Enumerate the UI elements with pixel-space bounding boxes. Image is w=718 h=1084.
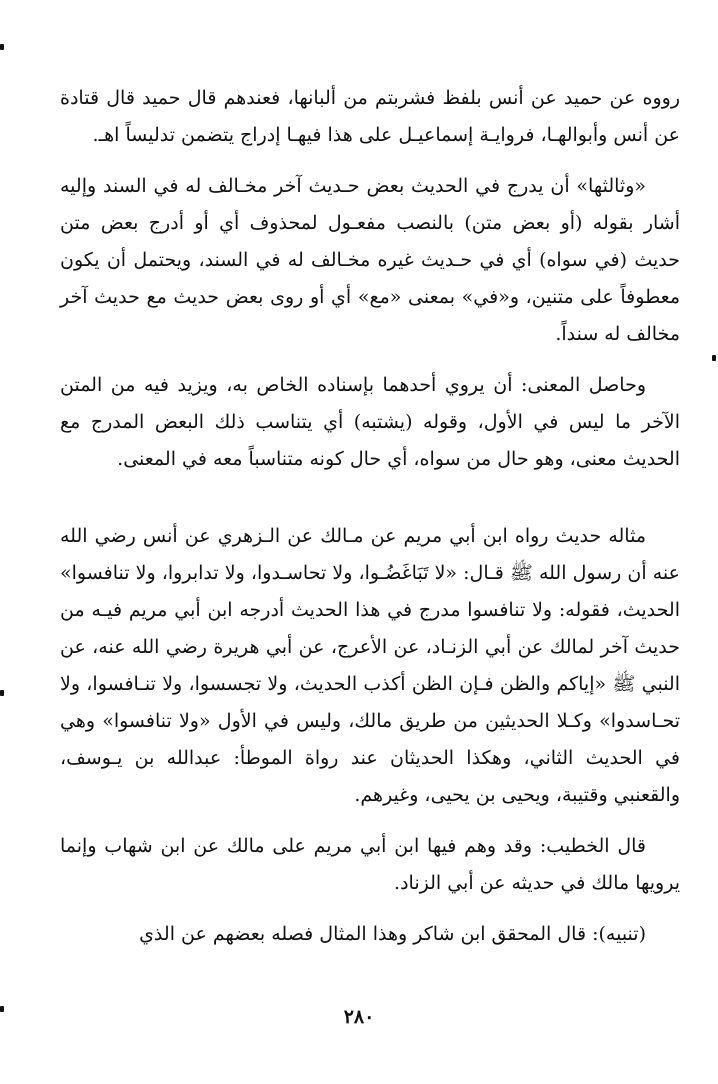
scan-mark-right (712, 355, 716, 361)
paragraph-example: مثاله حديث رواه ابن أبي مريم عن مـالك عن الـزهري عن أنس رضي الله عنه أن رسول الله ﷺ قـال: «لا تَبَاغَضُـوا، ولا تحاسـدوا، ولا تدابروا، ولا تنافسوا» الحديث، فقوله: ولا تنافسوا مدرج في هذا الحديث أدرجه ابن أبي مريم فيـه من حديث آخر لمالك عن أبي الزنـاد، عن الأعرج، عن أبي هريرة رضي الله عنه، عن النبي ﷺ «إياكم والظن فـإن الظن أكذب الحديث، ولا تجسسوا، ولا تنـافسوا، ولا تحـاسدوا» وكـلا الحديثين من طريق مالك، وليس في الأول «ولا تنافسوا» وهي في الحديث الثاني، وهكذا الحديثان عند رواة الموطأ: عبدالله بن يـوسف، والقعنبي وقتيبة، ويحيى بن يحيى، وغيرهم. (60, 525, 681, 806)
scan-mark-bottom (0, 1006, 4, 1012)
paragraph-third-type: «وثالثها» أن يدرج في الحديث بعض حـديث آخر مخـالف له في السند وإليه أشار بقوله (أو بعض متن) بالنصب مفعـول لمحذوف أي أو أدرج بعض متن حديث (في سواه) أي في حـديث غيره مخـالف له في السند، ويحتمل أن يكون معطوفاً على متنين، و«في» بمعنى «مع» أي أو روى بعض حديث مع حديث آخر مخالف له سنداً. (60, 175, 680, 345)
paragraph-note: (تنبيه): قال المحقق ابن شاكر وهذا المثال فصله بعضهم عن الذي (139, 923, 646, 945)
scan-mark-top (0, 44, 4, 50)
paragraph-khatib: قال الخطيب: وقد وهم فيها ابن أبي مريم على مالك عن ابن شهاب وإنما يرويها مالك في حديثه عن أبي الزناد. (60, 835, 680, 894)
page-body (60, 80, 680, 953)
page-number: ٢٨٠ (343, 1006, 375, 1028)
paragraph-meaning: وحاصل المعنى: أن يروي أحدهما بإسناده الخاص به، ويزيد فيه من المتن الآخر ما ليس في الأول، وقوله (يشتبه) أي يتناسب ذلك البعض المدرج مع الحديث معنى، وهو حال من سواه، أي حال كونه متناسباً معه في المعنى. (60, 374, 680, 470)
paragraph-continuation: رووه عن حميد عن أنس بلفظ فشربتم من ألبانها، فعندهم قال حميد قال قتادة عن أنس وأبوالهـا، فروايـة إسماعيـل على هذا فيهـا إدراج يتضمن تدليساً اهـ. (60, 87, 680, 146)
scan-mark-left (0, 690, 4, 696)
